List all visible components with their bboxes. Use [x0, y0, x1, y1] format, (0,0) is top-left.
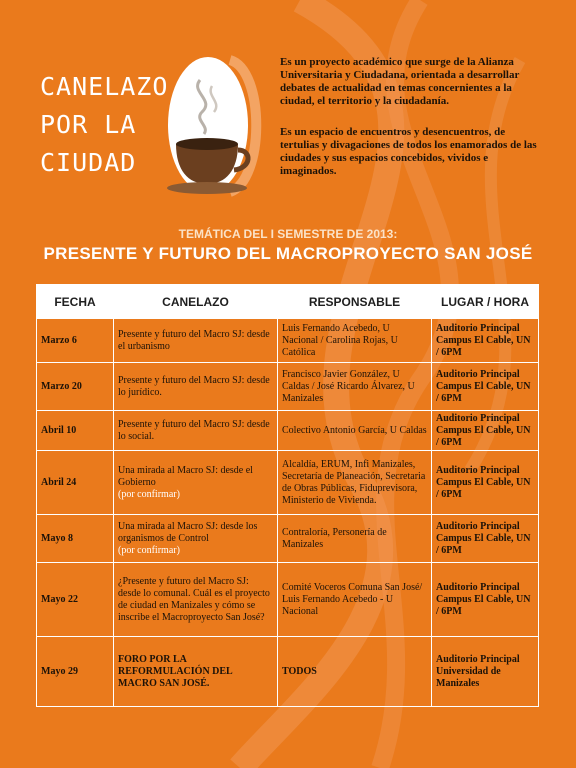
row-canelazo: [114, 451, 278, 515]
row-date: Mayo 22: [37, 563, 114, 637]
row-responsable: Contraloría, Personería de Manizales: [278, 515, 432, 563]
row-canelazo-text: Una mirada al Macro SJ: desde el Gobierno: [118, 464, 253, 488]
row-date: Mayo 8: [37, 515, 114, 563]
header-responsable: RESPONSABLE: [278, 285, 432, 319]
row-responsable: Luis Fernando Acebedo, U Nacional / Carolina Rojas, U Católica: [278, 319, 432, 363]
row-date: Marzo 6: [37, 319, 114, 363]
row-responsable: TODOS: [278, 637, 432, 707]
row-date: Abril 24: [37, 451, 114, 515]
row-date: Abril 10: [37, 411, 114, 451]
intro-text: [280, 56, 540, 196]
header-canelazo: CANELAZO: [114, 285, 278, 319]
coffee-cup-logo-icon: [160, 40, 270, 200]
row-lugar: Auditorio Principal Campus El Cable, UN / 6PM: [432, 515, 539, 563]
table-row: [37, 363, 539, 411]
row-lugar: Auditorio Principal Campus El Cable, UN / 6PM: [432, 319, 539, 363]
schedule-table: [36, 284, 539, 707]
row-lugar: Auditorio Principal Campus El Cable, UN / 6PM: [432, 563, 539, 637]
row-lugar: Auditorio Principal Campus El Cable, UN / 6PM: [432, 363, 539, 411]
table-row: [37, 515, 539, 563]
table-row: [37, 563, 539, 637]
theme-title: PRESENTE Y FUTURO DEL MACROPROYECTO SAN JOSÉ: [43, 244, 533, 263]
row-responsable: Colectivo Antonio García, U Caldas: [278, 411, 432, 451]
intro-paragraph-2: Es un espacio de encuentros y desencuentros, de tertulias y divagaciones de todos los enamorados de las ciudades y sus espacios concebidos, vividos e imaginados.: [280, 126, 537, 177]
row-date: Marzo 20: [37, 363, 114, 411]
row-canelazo: ¿Presente y futuro del Macro SJ: desde lo comunal. Cuál es el proyecto de ciudad en Manizales y cómo se inscribe el Macroproyecto San José?: [114, 563, 278, 637]
table-row: [37, 319, 539, 363]
row-responsable: Alcaldía, ERUM, Infi Manizales, Secretaría de Planeación, Secretaria de Obras Públicas, Fiduprevisora, Ministerio de Vivienda.: [278, 451, 432, 515]
row-note: (por confirmar): [118, 488, 180, 500]
table-row: [37, 451, 539, 515]
row-lugar: Auditorio Principal Campus El Cable, UN / 6PM: [432, 451, 539, 515]
theme-label: TEMÁTICA DEL I SEMESTRE DE 2013:: [178, 227, 398, 241]
row-lugar: Auditorio Principal Universidad de Manizales: [432, 637, 539, 707]
intro-paragraph-1: Es un proyecto académico que surge de la Alianza Universitaria y Ciudadana, orientada a desarrollar debates de actualidad en temas concernientes a la ciudad, el territorio y la ciudadanía.: [280, 56, 520, 107]
table-row: [37, 411, 539, 451]
logo-title-line-2: POR LA: [40, 110, 137, 139]
row-canelazo: FORO POR LA REFORMULACIÓN DEL MACRO SAN JOSÉ.: [114, 637, 278, 707]
row-responsable: Comité Voceros Comuna San José/ Luis Fernando Acebedo - U Nacional: [278, 563, 432, 637]
logo-title-line-3: CIUDAD: [40, 148, 137, 177]
table-header-row: [37, 285, 539, 319]
header-lugar: LUGAR / HORA: [432, 285, 539, 319]
row-date: Mayo 29: [37, 637, 114, 707]
row-canelazo-text: Una mirada al Macro SJ: desde los organismos de Control: [118, 520, 258, 544]
logo-title: [40, 68, 170, 182]
row-canelazo: Presente y futuro del Macro SJ: desde lo social.: [114, 411, 278, 451]
header-fecha: FECHA: [37, 285, 114, 319]
table-row: [37, 637, 539, 707]
row-canelazo: Presente y futuro del Macro SJ: desde lo jurídico.: [114, 363, 278, 411]
row-lugar: Auditorio Principal Campus El Cable, UN / 6PM: [432, 411, 539, 451]
row-note: (por confirmar): [118, 544, 180, 556]
row-canelazo: Presente y futuro del Macro SJ: desde el urbanismo: [114, 319, 278, 363]
row-canelazo: [114, 515, 278, 563]
row-responsable: Francisco Javier González, U Caldas / José Ricardo Álvarez, U Manizales: [278, 363, 432, 411]
logo-title-line-1: CANELAZO: [40, 72, 169, 101]
